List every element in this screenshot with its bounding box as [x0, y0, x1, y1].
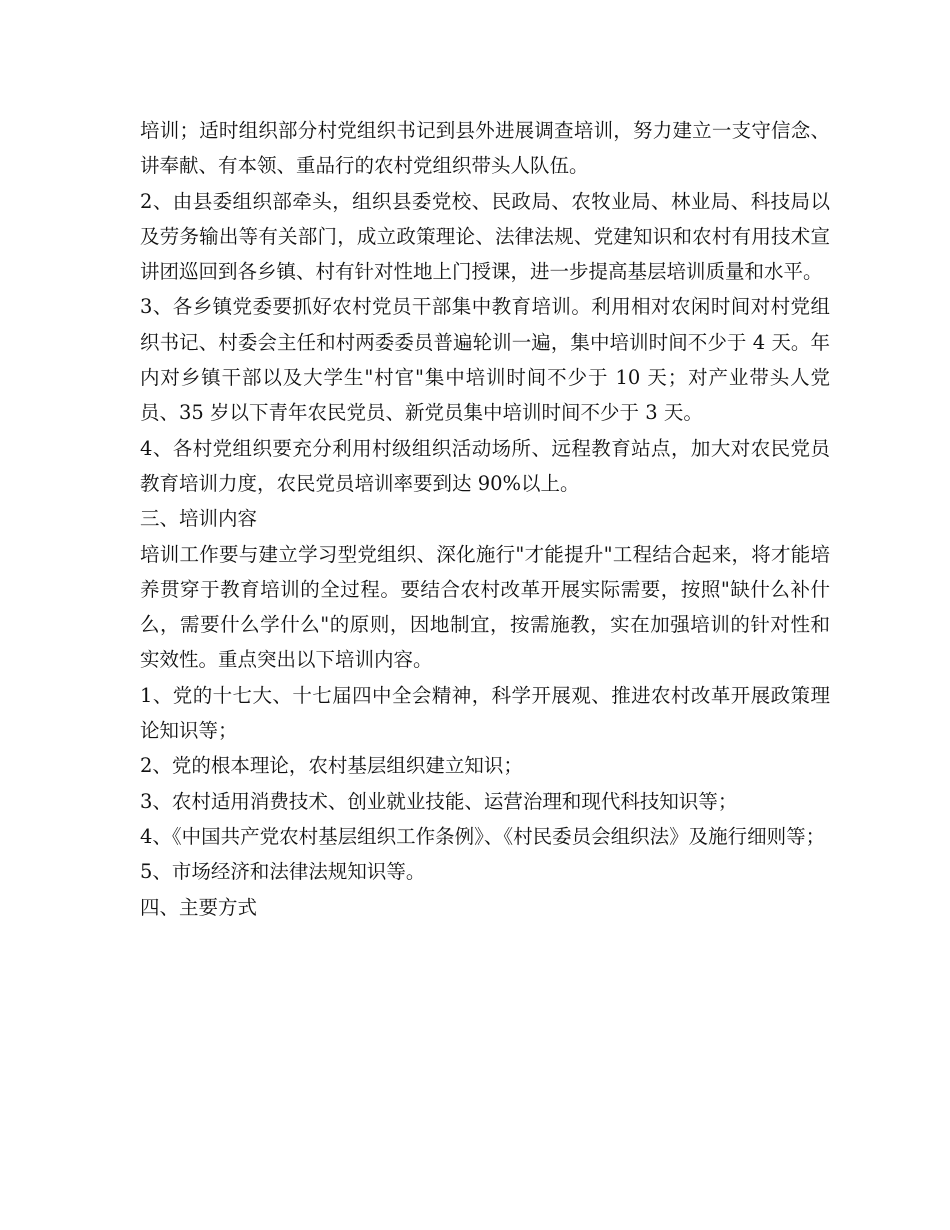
paragraph-training-leaders-continuation: 培训；适时组织部分村党组织书记到县外进展调查培训，努力建立一支守信念、讲奉献、有本领、重品行的农村党组织带头人队伍。	[140, 119, 830, 178]
section-heading-training-content: 三、培训内容	[140, 507, 258, 531]
list-item-content-4: 4、《中国共产党农村基层组织工作条例》、《村民委员会组织法》及施行细则等；	[140, 824, 826, 848]
paragraph-item-3-township-training: 3、各乡镇党委要抓好农村党员干部集中教育培训。利用相对农闲时间对村党组织书记、村委会主任和村两委委员普遍轮训一遍，集中培训时间不少于 4 天。年内对乡镇干部以及大学生"村官"集中培训时间不少于 10 天；对产业带头人党员、35 岁以下青年农民党员、新党员集中培训时间不少于 3 天。	[140, 295, 830, 425]
list-item-content-5: 5、市场经济和法律法规知识等。	[140, 860, 426, 884]
document-body	[140, 113, 830, 925]
paragraph-item-4-village-training: 4、各村党组织要充分利用村级组织活动场所、远程教育站点，加大对农民党员教育培训力度，农民党员培训率要到达 90%以上。	[140, 436, 830, 495]
section-heading-main-methods: 四、主要方式	[140, 895, 258, 919]
list-item-content-1: 1、党的十七大、十七届四中全会精神，科学开展观、推进农村改革开展政策理论知识等；	[140, 683, 830, 743]
list-item-content-2: 2、党的根本理论，农村基层组织建立知识；	[140, 754, 523, 778]
paragraph-training-content-intro: 培训工作要与建立学习型党组织、深化施行"才能提升"工程结合起来，将才能培养贯穿于教育培训的全过程。要结合农村改革开展实际需要，按照"缺什么补什么，需要什么学什么"的原则，因地制宜，按需施教，实在加强培训的针对性和实效性。重点突出以下培训内容。	[140, 542, 830, 672]
paragraph-item-2-lecture-groups: 2、由县委组织部牵头，组织县委党校、民政局、农牧业局、林业局、科技局以及劳务输出等有关部门，成立政策理论、法律法规、党建知识和农村有用技术宣讲团巡回到各乡镇、村有针对性地上门授课，进一步提高基层培训质量和水平。	[140, 189, 830, 284]
list-item-content-3: 3、农村适用消费技术、创业就业技能、运营治理和现代科技知识等；	[140, 789, 738, 813]
